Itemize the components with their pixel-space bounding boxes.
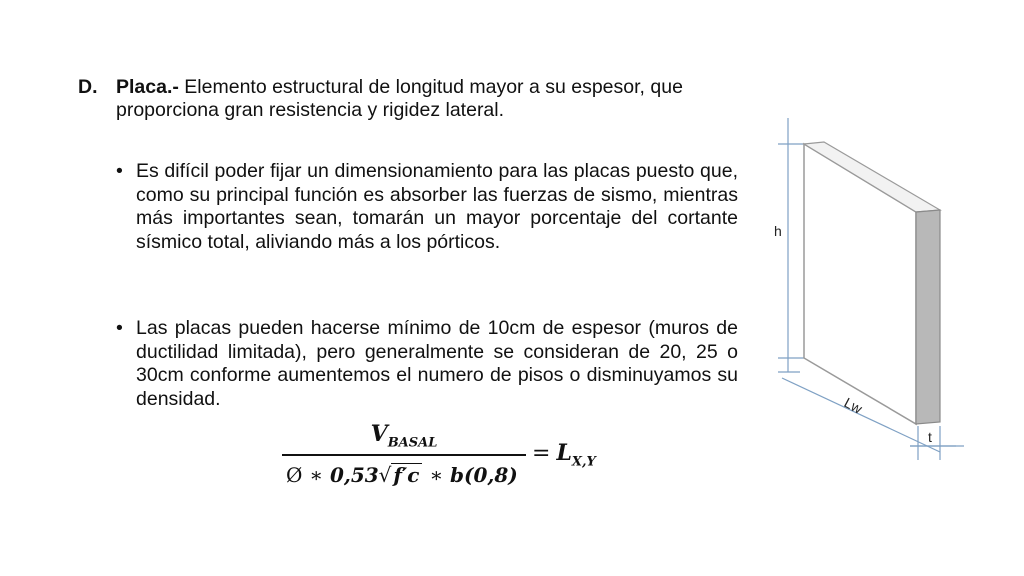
- rhs-var: L: [556, 440, 572, 466]
- den-b: b(0,8): [450, 462, 518, 487]
- formula: [282, 420, 622, 500]
- num-var: V: [370, 421, 388, 447]
- sqrt-sign: √: [378, 462, 392, 487]
- den-sqrt-radicand: f′c: [391, 463, 422, 486]
- label-t: t: [928, 429, 932, 445]
- heading-body: [116, 76, 740, 122]
- formula-numerator: [282, 420, 526, 451]
- formula-rhs: [532, 440, 596, 469]
- heading-lead: Placa.-: [116, 76, 179, 98]
- formula-denominator: [282, 460, 526, 490]
- den-star: ∗: [309, 462, 323, 487]
- section-heading: [78, 76, 740, 122]
- formula-fraction: [282, 420, 526, 490]
- wall-shape: [804, 142, 940, 424]
- den-phi: Ø: [286, 462, 303, 487]
- heading-text: Elemento estructural de longitud mayor a su espesor, que proporciona gran resistencia y rigidez lateral.: [116, 76, 683, 121]
- bullet-dimensioning: [116, 160, 738, 254]
- bullet-marker: •: [116, 160, 123, 182]
- den-coef: 0,53: [329, 462, 379, 487]
- section-letter: D.: [78, 76, 98, 98]
- den-star-2: ∗: [429, 462, 444, 487]
- equals-sign: =: [532, 441, 551, 466]
- bullet-thickness: [116, 317, 738, 411]
- bullet-text: Las placas pueden hacerse mínimo de 10cm de espesor (muros de ductilidad limitada), pero generalmente se consideran de 20, 25 o 30cm conforme aumentemos el numero de pisos o disminuyamos su densidad.: [136, 317, 738, 410]
- fraction-bar: [282, 454, 526, 456]
- wall-diagram: [760, 110, 990, 470]
- bullet-marker: •: [116, 317, 123, 339]
- label-lw: Lw: [841, 394, 865, 417]
- bullet-text: Es difícil poder fijar un dimensionamiento para las placas puesto que, como su principal función es absorber las fuerzas de sismo, mientras más importantes sean, tomarán un mayor porcentaje del cortante sísmico total, aliviando más a los pórticos.: [136, 160, 738, 253]
- label-h: h: [774, 223, 782, 239]
- num-sub: BASAL: [387, 435, 438, 451]
- rhs-sub: X,Y: [571, 454, 596, 470]
